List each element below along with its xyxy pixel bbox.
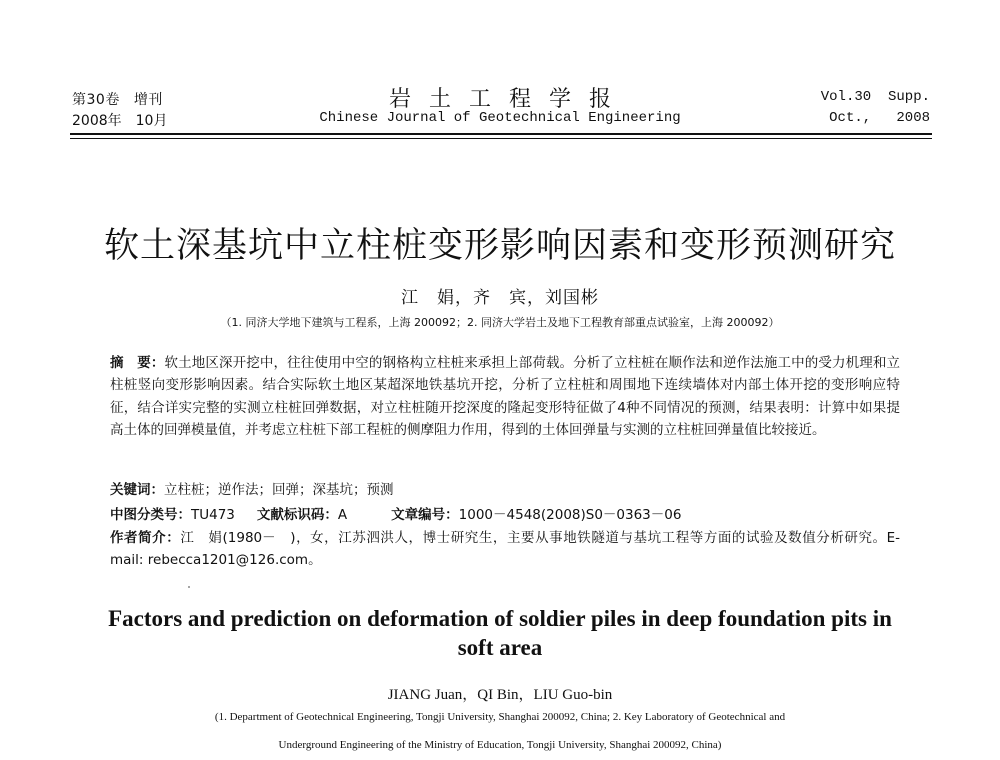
abstract-cn — [110, 352, 900, 442]
abstract-label: 摘 要： — [110, 355, 165, 371]
abstract-text: 软土地区深开挖中，往往使用中空的钢格构立柱桩来承担上部荷载。分析了立柱桩在顺作法和逆作法施工中的受力机理和立柱桩竖向变形影响因素。结合实际软土地区某超深地铁基坑开挖，分析了立柱桩和周围地下连续墙体对内部土体开挖的变形响应特征，结合详实完整的实测立柱桩回弹数据，对立柱桩随开挖深度的隆起变形特征做了4种不同情况的预测，结果表明：计算中如果提高土体的回弹模量值，并考虑立柱桩下部工程桩的侧摩阻力作用，得到的土体回弹量与实测的立柱桩回弹量值比较接近。 — [110, 355, 901, 439]
volume-label: 第30卷 — [72, 92, 120, 108]
doc-code-label: 文献标识码： — [256, 507, 338, 523]
bio-label: 作者简介： — [110, 530, 181, 546]
clc-value: TU473 — [191, 507, 235, 523]
paper-title-en: Factors and prediction on deformation of soldier piles in deep foundation pits in soft area — [108, 606, 892, 660]
scan-speck — [188, 586, 190, 588]
paper-title-cn: 软土深基坑中立柱桩变形影响因素和变形预测研究 — [103, 226, 896, 266]
header-rule-thick — [70, 133, 932, 135]
affiliation-en-line1: (1. Department of Geotechnical Engineering, Tongji University, Shanghai 200092, China; 2. Key Laboratory of Geotechnical and — [214, 711, 786, 723]
classification-line — [110, 503, 900, 523]
keywords-label: 关键词： — [110, 482, 164, 498]
year-en: 2008 — [896, 110, 930, 126]
keywords-line — [110, 478, 900, 498]
date-en: Oct., — [829, 110, 872, 126]
keywords-text: 立柱桩；逆作法；回弹；深基坑；预测 — [164, 482, 394, 498]
supp-en: Supp. — [887, 89, 930, 105]
header-rule-thin — [70, 138, 932, 139]
authors-en: JIANG Juan，QI Bin，LIU Guo-bin — [387, 687, 613, 703]
journal-title-cn: 岩土工程学报 — [388, 87, 629, 112]
header-volume-en — [821, 89, 930, 105]
bio-text: 江 娟(1980－ )，女，江苏泗洪人，博士研究生，主要从事地铁隧道与基坑工程等方面的试验及数值分析研究。E-mail: rebecca1201@126.com。 — [110, 530, 901, 569]
month-label: 10月 — [135, 113, 168, 129]
authors-cn: 江 娟，齐 宾，刘国彬 — [401, 288, 599, 308]
article-no-value: 1000－4548(2008)S0－0363－06 — [458, 507, 682, 523]
author-bio — [110, 527, 900, 572]
journal-title-en: Chinese Journal of Geotechnical Engineering — [319, 110, 681, 126]
affiliation-cn: （1. 同济大学地下建筑与工程系，上海 200092；2. 同济大学岩土及地下工程教育部重点试验室，上海 200092） — [220, 316, 780, 329]
header-date-en — [829, 110, 930, 126]
affiliation-en-line2: Underground Engineering of the Ministry of Education, Tongji University, Shanghai 200092, China) — [278, 739, 722, 751]
supplement-label: 增刊 — [133, 92, 163, 108]
article-no-label: 文章编号： — [391, 507, 459, 523]
doc-code-value: A — [337, 507, 348, 523]
year-label: 2008年 — [72, 113, 122, 129]
vol-en: Vol.30 — [820, 89, 872, 105]
clc-label: 中图分类号： — [110, 507, 191, 523]
